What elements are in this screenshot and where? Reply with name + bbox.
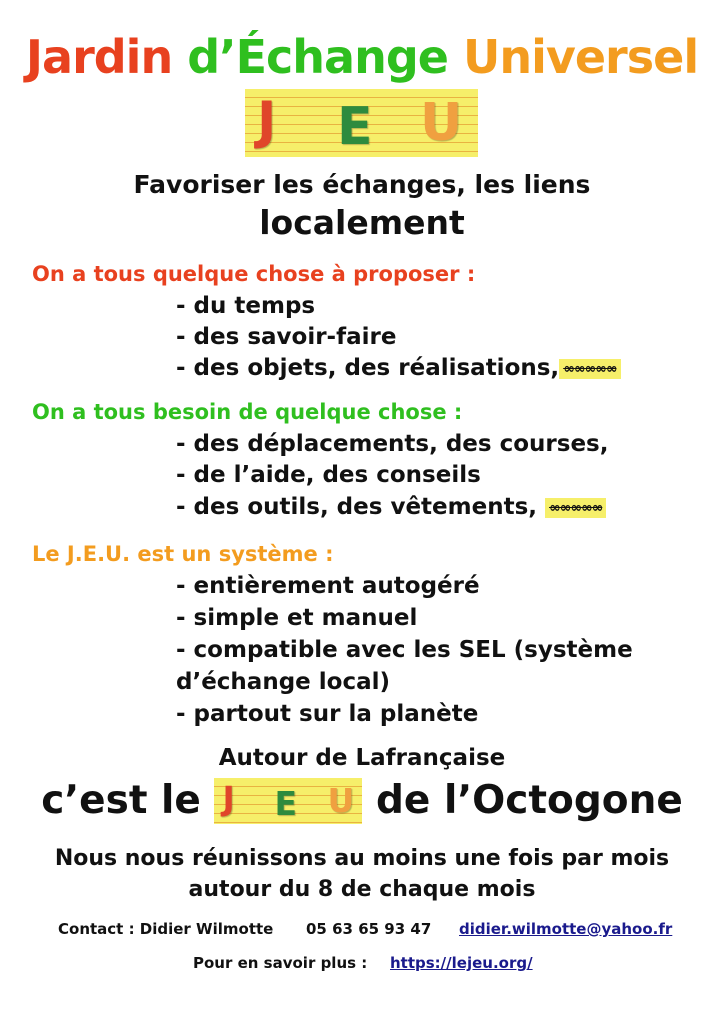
tagline-line-1: Favoriser les échanges, les liens [133,170,591,199]
title-part-universel: Universel [463,30,699,84]
contact-phone: 05 63 65 93 47 [306,920,432,938]
page-title [0,30,724,84]
list-item: - partout sur la planète [176,701,479,727]
logo-letter-u: U [420,93,463,153]
section-heading-proposer: On a tous quelque chose à proposer : [32,262,476,286]
list-item-text: - des objets, des réalisations, [176,355,560,381]
jeu-logo-small [214,778,362,824]
ellipsis-highlight: ∞∞∞∞∞ [545,498,606,518]
logo-letter-j: J [257,91,277,151]
list-item [176,494,606,520]
ellipsis-highlight: ∞∞∞∞∞ [559,359,620,379]
jeu-logo [245,89,478,157]
octogone-prefix: c’est le [41,778,201,823]
list-item: d’échange local) [176,669,391,695]
list-item-text: - des outils, des vêtements, [176,494,537,520]
list-item: - de l’aide, des conseils [176,462,481,488]
list-item: - du temps [176,293,316,319]
tagline-line-2: localement [259,203,465,242]
section-heading-systeme: Le J.E.U. est un système : [32,542,334,566]
contact-name: Contact : Didier Wilmotte [58,920,274,938]
title-part-echange: d’Échange [187,30,448,84]
logo-letter-u: U [327,780,355,820]
octogone-line [0,776,724,824]
section-heading-besoin: On a tous besoin de quelque chose : [32,400,463,424]
list-item: - des déplacements, des courses, [176,431,609,457]
title-part-jardin: Jardin [25,30,173,84]
octogone-suffix: de l’Octogone [376,778,683,823]
list-item: - entièrement autogéré [176,573,480,599]
list-item: - des savoir-faire [176,324,397,350]
meeting-line-2: autour du 8 de chaque mois [188,877,536,902]
contact-email-link[interactable]: didier.wilmotte@yahoo.fr [459,920,673,938]
more-info-label: Pour en savoir plus : [193,954,368,972]
list-item [176,355,621,381]
logo-letter-e: E [337,97,373,157]
list-item: - simple et manuel [176,605,418,631]
logo-letter-j: J [222,778,235,818]
website-link[interactable]: https://lejeu.org/ [390,954,533,972]
locality-line: Autour de Lafrançaise [218,745,506,771]
logo-letter-e: E [274,783,297,823]
list-item: - compatible avec les SEL (système [176,637,633,663]
meeting-line-1: Nous nous réunissons au moins une fois par mois [54,846,670,871]
